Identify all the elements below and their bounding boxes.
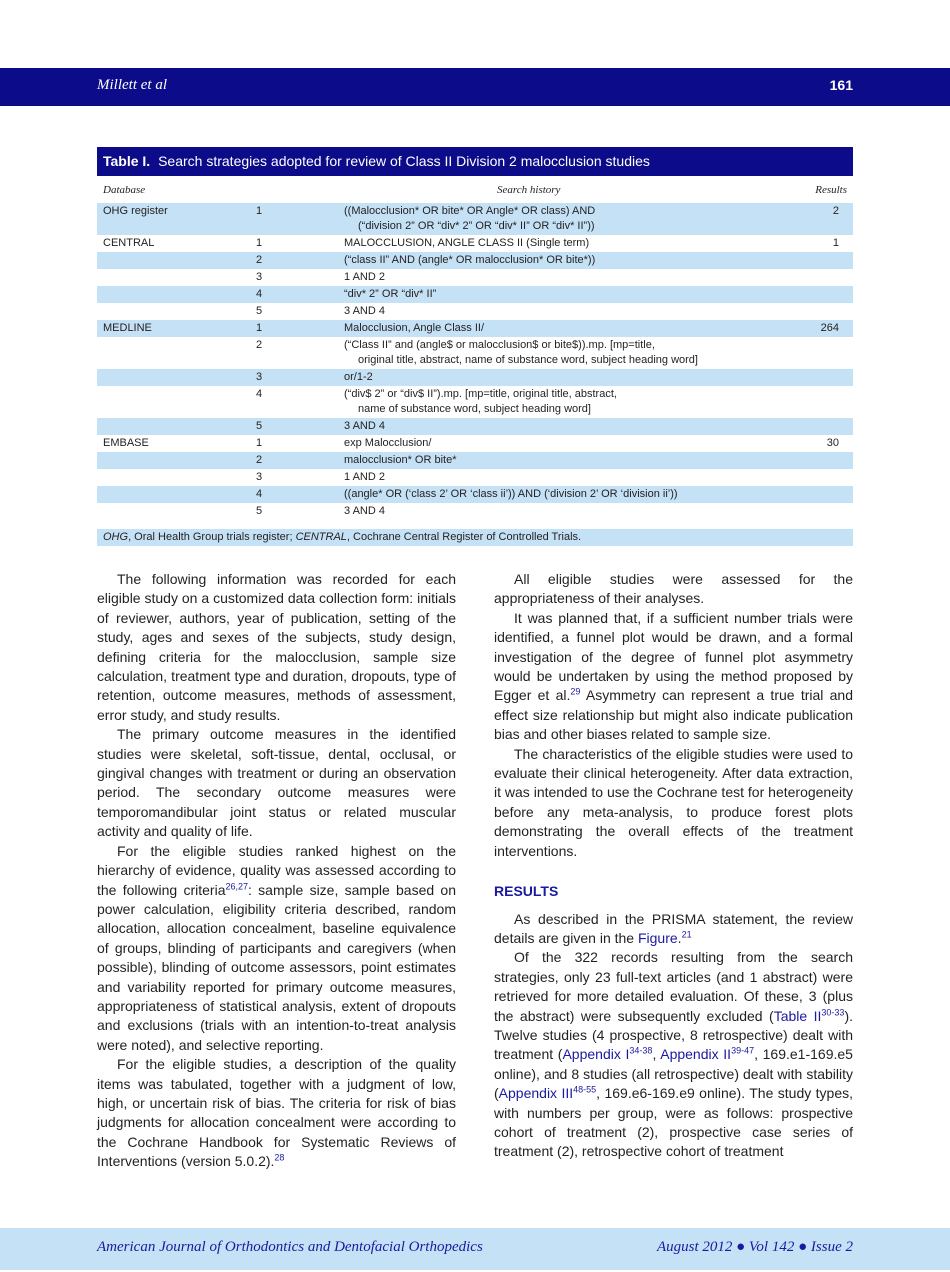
step-cell: 1 [256,437,263,449]
table-row [97,252,853,269]
table-label: Table I. [103,153,151,169]
table-row [97,235,853,252]
text-segment: ). Twelve studies (4 prospective, 8 retrospective) dealt with treatment ( [494,1007,853,1063]
results-cell: 264 [820,322,839,334]
citation-reference[interactable]: 30-33 [821,1006,845,1017]
paragraph [97,842,456,1055]
step-cell: 1 [256,237,263,249]
right-column [494,570,853,1162]
table-row [97,203,853,235]
query-text: MALOCCLUSION, ANGLE CLASS II (Single term) [344,237,590,249]
section-heading: RESULTS [494,883,559,900]
citation-reference[interactable]: 34-38 [629,1045,653,1056]
text-segment: , 169.e6-169.e9 online). The study types, with numbers per group, were as follows: prospective cohort of treatment (2), prospective case series of treatment (2), retrospective cohort of treatment [494,1085,854,1160]
step-cell: 3 [256,471,263,483]
search-query-cell [344,419,744,434]
search-query-cell [344,287,744,302]
text-segment: As described in the PRISMA statement, the review details are given in the [494,910,853,946]
results-cell: 2 [832,205,839,217]
col-header-results: Results [815,184,847,196]
table-title-bar [97,147,853,176]
query-text: ((angle* OR (‘class 2’ OR ‘class ii’)) AND (‘division 2’ OR ‘division ii’)) [344,488,678,500]
table-row [97,337,853,369]
query-text: (“Class II” and (angle$ or malocclusion$ or bite$)).mp. [mp=title, [344,339,655,351]
search-query-cell [344,253,744,268]
paragraph [494,570,853,609]
search-query-cell [344,321,744,336]
table-row [97,452,853,469]
step-cell: 3 [256,271,263,283]
search-query-cell [344,470,744,485]
query-text: or/1-2 [344,371,373,383]
query-continuation: (“division 2” OR “div* 2” OR “div* II” OR “div* II”)) [358,220,595,232]
text-segment: Asymmetry can represent a true trial and effect size relationship but might also indicate publication bias and other biases related to sample size. [494,687,853,743]
text-segment: All eligible studies were assessed for the appropriateness of their analyses. [494,571,853,607]
search-query-cell [344,436,744,451]
table-title: Search strategies adopted for review of Class II Division 2 malocclusion studies [158,153,650,169]
query-text: 1 AND 2 [344,271,385,283]
table-footnote [97,529,853,546]
database-cell: CENTRAL [103,237,155,249]
search-query-cell [344,370,744,385]
table-1 [97,147,853,546]
citation-reference[interactable]: 26,27 [225,880,249,891]
table-body [97,203,853,520]
col-header-search-history: Search history [497,184,561,196]
paragraph [97,1055,456,1171]
query-text: exp Malocclusion/ [344,437,432,449]
col-header-database: Database [103,184,146,196]
text-segment: The characteristics of the eligible studies were used to evaluate their clinical heterogeneity. After data extraction, it was intended to use the Cochrane test for heterogeneity before any meta-analysis, to produce forest plots demonstrating the overall effects of the treatment interventions. [494,745,853,859]
table-row [97,269,853,286]
step-cell: 4 [256,488,263,500]
footnote-segment: , Oral Health Group trials register; [128,531,296,543]
citation-reference[interactable]: 29 [570,686,581,697]
search-query-cell [344,338,744,368]
database-cell: MEDLINE [103,322,152,334]
step-cell: 4 [256,288,263,300]
table-row [97,286,853,303]
query-text: malocclusion* OR bite* [344,454,457,466]
left-column [97,570,456,1172]
page-number: 161 [829,77,853,93]
table-row [97,320,853,337]
text-segment: Of the 322 records resulting from the search strategies, only 23 full-text articles (and 1 abstract) were retrieved for more detailed evaluation. Of these, 3 (plus the abstract) were subsequently excluded ( [494,949,853,1024]
database-cell: OHG register [103,205,168,217]
step-cell: 3 [256,371,263,383]
search-query-cell [344,304,744,319]
citation-reference[interactable]: 48-55 [573,1084,597,1095]
step-cell: 2 [256,254,263,266]
paragraph [97,725,456,841]
query-text: “div* 2” OR “div* II” [344,288,437,300]
table-row [97,303,853,320]
footnote-segment: , Cochrane Central Register of Controlled Trials. [346,531,582,543]
table-row [97,386,853,418]
cross-reference-link[interactable]: Appendix I [562,1046,630,1063]
query-continuation: name of substance word, subject heading word] [358,403,591,415]
step-cell: 1 [256,322,263,334]
citation-reference[interactable]: 28 [274,1152,285,1163]
text-segment: It was planned that, if a sufficient number trials were identified, a funnel plot would be drawn, and a formal investigation of the degree of funnel plot asymmetry would be undertaken by using the method proposed by Egger et al. [494,609,853,704]
table-row [97,503,853,520]
step-cell: 2 [256,339,263,351]
running-footer [0,1228,950,1270]
text-segment: , [652,1046,661,1063]
table-row [97,435,853,452]
citation-reference[interactable]: 39-47 [731,1045,755,1056]
results-cell: 30 [826,437,839,449]
text-segment: , 169.e1-169.e5 online), and 8 studies (all retrospective) dealt with stability ( [494,1046,853,1102]
cross-reference-link[interactable]: Figure [637,929,678,946]
cross-reference-link[interactable]: Appendix III [498,1085,574,1102]
step-cell: 5 [256,305,263,317]
query-text: (“div$ 2” or “div$ II”).mp. [mp=title, original title, abstract, [344,388,617,400]
step-cell: 2 [256,454,263,466]
journal-name: American Journal of Orthodontics and Dentofacial Orthopedics [97,1239,483,1255]
text-segment: For the eligible studies, a description of the quality items was tabulated, together with a judgment of low, high, or uncertain risk of bias. The criteria for risk of bias judgments for allocation concealment were according to the Cochrane Handbook for Systematic Reviews of Interventions (version 5.0.2). [97,1056,456,1170]
paragraph [494,948,853,1161]
query-text: 3 AND 4 [344,420,385,432]
search-query-cell [344,236,744,251]
query-continuation: original title, abstract, name of substance word, subject heading word] [358,354,698,366]
table-row [97,369,853,386]
search-query-cell [344,487,744,502]
issue-info: August 2012 ● Vol 142 ● Issue 2 [656,1239,853,1255]
footnote-segment: OHG [103,531,129,543]
table-header [97,176,853,203]
paragraph [494,910,853,949]
search-query-cell [344,204,744,234]
step-cell: 1 [256,205,263,217]
table-row [97,486,853,503]
cross-reference-link[interactable]: Table II [773,1007,822,1024]
text-segment: The primary outcome measures in the identified studies were skeletal, soft-tissue, dental, occlusal, or gingival changes with treatment or during an observation period. The secondary outcome measures were temporomandibular joint status or related muscular activity and quality of life. [97,726,456,840]
paragraph [494,745,853,861]
text-segment: . [677,929,682,946]
step-cell: 4 [256,388,263,400]
query-text: (“class II” AND (angle* OR malocclusion* OR bite*)) [344,254,596,266]
citation-reference[interactable]: 21 [681,929,692,940]
search-query-cell [344,453,744,468]
text-segment: The following information was recorded for each eligible study on a customized data collection form: initials of reviewer, authors, year of publication, setting of the study, ages and sexes of the subjects, study design, defining criteria for the malocclusion, sample size calculation, treatment type and duration, dropouts, type of retention, outcome measures, methods of assessment, error study, and study results. [97,571,456,723]
step-cell: 5 [256,505,263,517]
query-text: Malocclusion, Angle Class II/ [344,322,485,334]
step-cell: 5 [256,420,263,432]
text-segment: : sample size, sample based on power calculation, eligibility criteria described, random allocation, allocation concealment, baseline equivalence of groups, blinding of participants and caregivers (when possible), blinding of outcome assessors, point estimates and variability reported for primary outcome measures, appropriateness of statistical analysis, extent of dropouts and exclusions (trials with an intention-to-treat analysis were noted), and selective reporting. [97,881,456,1053]
cross-reference-link[interactable]: Appendix II [660,1046,732,1063]
search-query-cell [344,270,744,285]
search-query-cell [344,387,744,417]
query-text: ((Malocclusion* OR bite* OR Angle* OR class) AND [344,205,596,217]
footnote-segment: CENTRAL [295,531,347,543]
table-row [97,418,853,435]
paragraph [494,609,853,745]
paragraph [97,570,456,725]
query-text: 3 AND 4 [344,505,385,517]
query-text: 3 AND 4 [344,305,385,317]
text-segment: For the eligible studies ranked highest on the hierarchy of evidence, quality was assessed according to the following criteria [97,842,456,898]
running-authors: Millett et al [97,77,167,93]
query-text: 1 AND 2 [344,471,385,483]
running-header [0,68,950,106]
table-row [97,469,853,486]
results-cell: 1 [832,237,839,249]
search-query-cell [344,504,744,519]
database-cell: EMBASE [103,437,149,449]
